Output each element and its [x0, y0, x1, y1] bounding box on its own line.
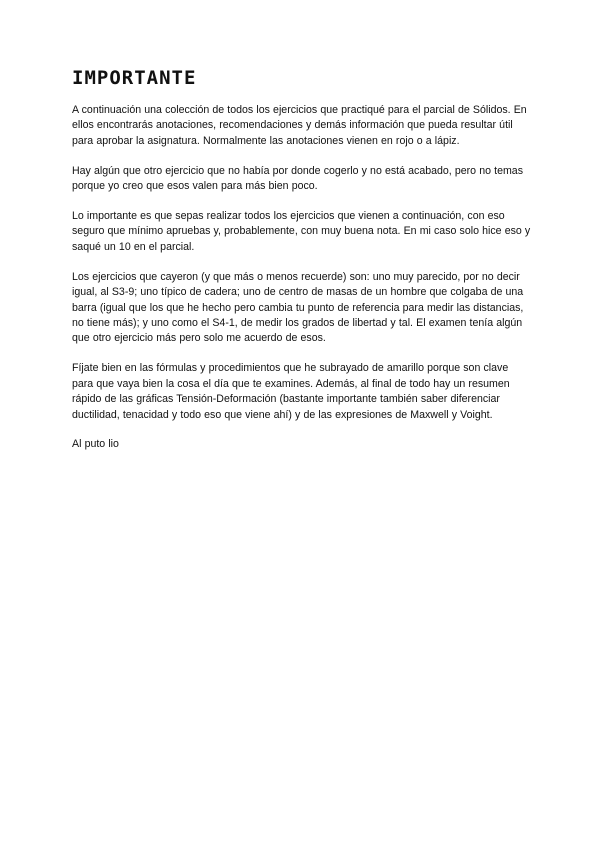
document-page [72, 66, 532, 467]
paragraph-exam-exercises: Los ejercicios que cayeron (y que más o menos recuerde) son: uno muy parecido, por no decir igual, al S3-9; uno típico de cadera; uno de centro de masas de un hombre que colgaba de una barra (igual que los que he hecho pero cambia tu punto de referencia para medir las distancias, no tiene más); y uno como el S4-1, de medir los grados de libertad y tal. El examen tenía algún que otro ejercicio más pero solo me acuerdo de esos. [72, 270, 524, 345]
paragraph-formulas: Fíjate bien en las fórmulas y procedimientos que he subrayado de amarillo porque son clave para que vaya bien la cosa el día que te examines. Además, al final de todo hay un resumen rápido de las gráficas Tensión-Deformación (bastante importante también saber diferenciar ductilidad, tenacidad y todo eso que viene ahí) y de las expresiones de Maxwell y Voight. [72, 362, 510, 421]
paragraph-closing: Al puto lio [72, 438, 119, 451]
paragraph-importance: Lo importante es que sepas realizar todos los ejercicios que vienen a continuación, con eso seguro que mínimo apruebas y, probablemente, con muy buena nota. En mi caso solo hice eso y saqué un 10 en el parcial. [72, 210, 531, 253]
paragraph-intro: A continuación una colección de todos los ejercicios que practiqué para el parcial de Sólidos. En ellos encontrarás anotaciones, recomendaciones y demás información que pueda resultar útil para aprobar la asignatura. Normalmente las anotaciones vienen en rojo o a lápiz. [72, 104, 527, 147]
paragraph-unfinished-exercises: Hay algún que otro ejercicio que no había por donde cogerlo y no está acabado, pero no temas porque yo creo que esos valen para más bien poco. [72, 164, 523, 193]
document-title: IMPORTANTE [72, 67, 197, 89]
